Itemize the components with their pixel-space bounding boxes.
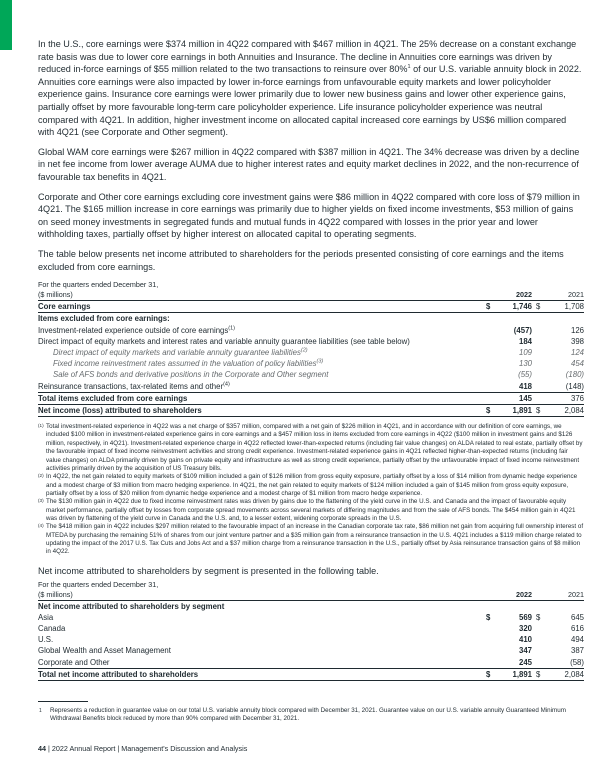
paragraph-table-intro: The table below presents net income attributed to shareholders for the periods presented consisting of core earnings and the items excluded from core earnings. [38, 248, 564, 272]
footnote-1: 1 Represents a reduction in guarantee value on our total U.S. variable annuity block compared with December 31, 2021. Guarantee value on our U.S. variable annuity Guaranteed Minimum Withdrawal Benefits block reduced by more than 90% compared with December 31, 2021. [39, 707, 566, 723]
table-row-core-earnings: Core earnings $ 1,746 $ 1,708 [38, 302, 584, 312]
note-4: (4) The $418 million gain in 4Q22 includes $297 million related to the favourable impact of an increase in the Canadian corporate tax rate, $86 million net gain from acquiring full ownership interest of MTEDA by purchasing the remaining 51% of shares from our joint venture partner and a $35 million gain from a reinsurance transaction in the U.S. 4Q21 includes a $119 million charge related to updating the impact of the 2017 U.S. Tax Cuts and Jobs Act and a $37 million charge from a reinsurance transaction in the U.S., partially offset by Asia reinsurance transaction gains of $8 million in 4Q22. [38, 523, 584, 556]
core-earnings-table [38, 289, 584, 417]
table-row-net-income: Net income (loss) attributed to shareholders $ 1,891 $ 2,084 [38, 405, 584, 415]
note-1: (1) Total investment-related experience in 4Q22 was a net charge of $357 million, compared with a net gain of $226 million in 4Q21, and in accordance with our definition of core earnings, we included $100 million in investment-related experience gains in core earnings and a $457 million loss in items excluded from core earnings in 4Q22 ($100 million in investment gains and $126 million, respectively, in 4Q21). Investment-related experience charge in 4Q22 reflected lower-than-expected returns (including fair value changes) on ALDA related to real estate, partially offset by the favourable impact of fixed income reinvestment activities and strong credit experience. Investment-related experience gains in 4Q21 reflected higher-than-expected returns (including fair value changes) on ALDA primarily driven by gains on private equity and infrastructure as well as strong credit experience, partially offset by the unfavourable impact of fixed income reinvestment activities primarily driven by the acquisition of US Treasury bills. [38, 423, 583, 472]
paragraph-corporate: Corporate and Other core earnings excluding core investment gains were $86 million in 4Q22 compared with core loss of $79 million in 4Q21. The $165 million increase in core earnings was primarily due to higher yields on fixed income investments, $53 million of gains on seed money investments in segregated funds and mutual funds in 4Q22 compared with losses in the prior year and lower withholding taxes, partially offset by higher interest on allocated capital to operating segments. [38, 191, 580, 240]
table1-header: For the quarters ended December 31, [38, 280, 159, 290]
paragraph-segment-intro: Net income attributed to shareholders by segment is presented in the following table. [38, 565, 379, 576]
note-2: (2) In 4Q22, the net gain related to equity markets of $109 million included a gain of $126 million from gross equity exposure, partially offset by a loss of $14 million from dynamic hedge experience and a modest charge of $3 million from macro hedging experience. In 4Q21, the net gain related to equity markets of $124 million included a gain of $145 million from gross equity exposure, partially offset by a loss of $20 million from dynamic hedge experience and a modest charge of $1 million from macro hedge experience. [38, 473, 578, 497]
table-row-reinvestment-rates: Fixed income reinvestment rates assumed in the valuation of policy liabilities$^{(3)}$ 130 454 [53, 358, 584, 369]
paragraph-us: In the U.S., core earnings were $374 million in 4Q22 compared with $467 million in 4Q21. The 25% decrease on a constant exchange rate basis was due to lower core earnings in both Annuities and Insurance. The decline in Annuities core earnings was driven by reduced in-force earnings of $55 million related to the two transactions to reinsure over 80%$^1$ of our U.S. variable annuity block in 2022. Annuities core earnings were also impacted by lower in-force earnings from unfavourable equity markets and lower policyholder experience gains. Insurance core earnings were lower primarily due to lower new business gains and lower other experience gains, partially offset by more favourable long-term care policyholder experience. Life insurance policyholder experience was neutral compared with 4Q21. In addition, higher investment income on allocated capital increased core earnings by US$6 million compared with 4Q21 (see Corporate and Other segment). [38, 39, 582, 138]
table-row-direct-impact: Direct impact of equity markets and interest rates and variable annuity guarantee liabilities (see table below) 184 398 [38, 336, 584, 346]
page-content [38, 38, 584, 724]
footnote-divider [38, 701, 88, 702]
footer-separator: | [48, 744, 50, 753]
table-row-canada: Canada 320 616 [38, 624, 584, 634]
table-row-total-net-income: Total net income attributed to shareholders $ 1,891 $ 2,084 [38, 669, 584, 679]
table2-header: For the quarters ended December 31, [38, 579, 159, 589]
table-row-corporate: Corporate and Other 245 (58) [38, 657, 584, 667]
section-tab-marker [0, 0, 12, 50]
page-footer [38, 744, 247, 753]
table-row-reinsurance: Reinsurance transactions, tax-related items and other$^{(4)}$ 418 (148) [38, 380, 584, 391]
table2-year-row: ($ millions) 2022 2021 [38, 589, 584, 599]
table1-notes [38, 423, 584, 557]
table1-year-row: ($ millions) 2022 2021 [38, 290, 584, 300]
table-row-us: U.S. 410 494 [38, 635, 584, 645]
table-row-segment-header: Net income attributed to shareholders by segment [38, 601, 225, 611]
table-row-excluded-header: Items excluded from core earnings: [38, 314, 170, 324]
table-row-gwam: Global Wealth and Asset Management 347 387 [38, 646, 584, 656]
page-number: 44 [38, 744, 46, 753]
table-row-asia: Asia $ 569 $ 645 [38, 612, 584, 622]
footer-text: 2022 Annual Report | Management's Discussion and Analysis [51, 744, 248, 753]
table-row-total-excluded: Total items excluded from core earnings 145 376 [38, 393, 584, 403]
note-3: (3) The $130 million gain in 4Q22 due to fixed income reinvestment rates was driven by gains due to the flattening of the yield curve in the U.S. and Canada and the impact of favourable equity market performance, partially offset by losses from corporate spread movements across several markets of differing magnitudes and from the sale of AFS bonds. The $454 million gain in 4Q21 was driven by flattening of the yield curve in Canada and the U.S. and, to a lesser extent, widening corporate spreads in the U.S. [38, 498, 576, 522]
table-row-equity-markets: Direct impact of equity markets and variable annuity guarantee liabilities$^{(2)}$ 109 124 [53, 347, 584, 357]
footnote-ref[interactable]: 1 [407, 64, 411, 71]
table-row-investment-experience: Investment-related experience outside of core earnings$^{(1)}$ (457) 126 [38, 324, 584, 335]
table-row-afs-bonds: Sale of AFS bonds and derivative positions in the Corporate and Other segment (55) (180) [53, 370, 584, 380]
paragraph-gwam: Global WAM core earnings were $267 million in 4Q22 compared with $387 million in 4Q21. The 34% decrease was driven by a decline in net fee income from lower average AUMA due to higher interest rates and equity market declines in 2022, and the non-recurrence of favourable tax benefits in 4Q21. [38, 146, 580, 182]
segment-income-table [38, 589, 584, 681]
